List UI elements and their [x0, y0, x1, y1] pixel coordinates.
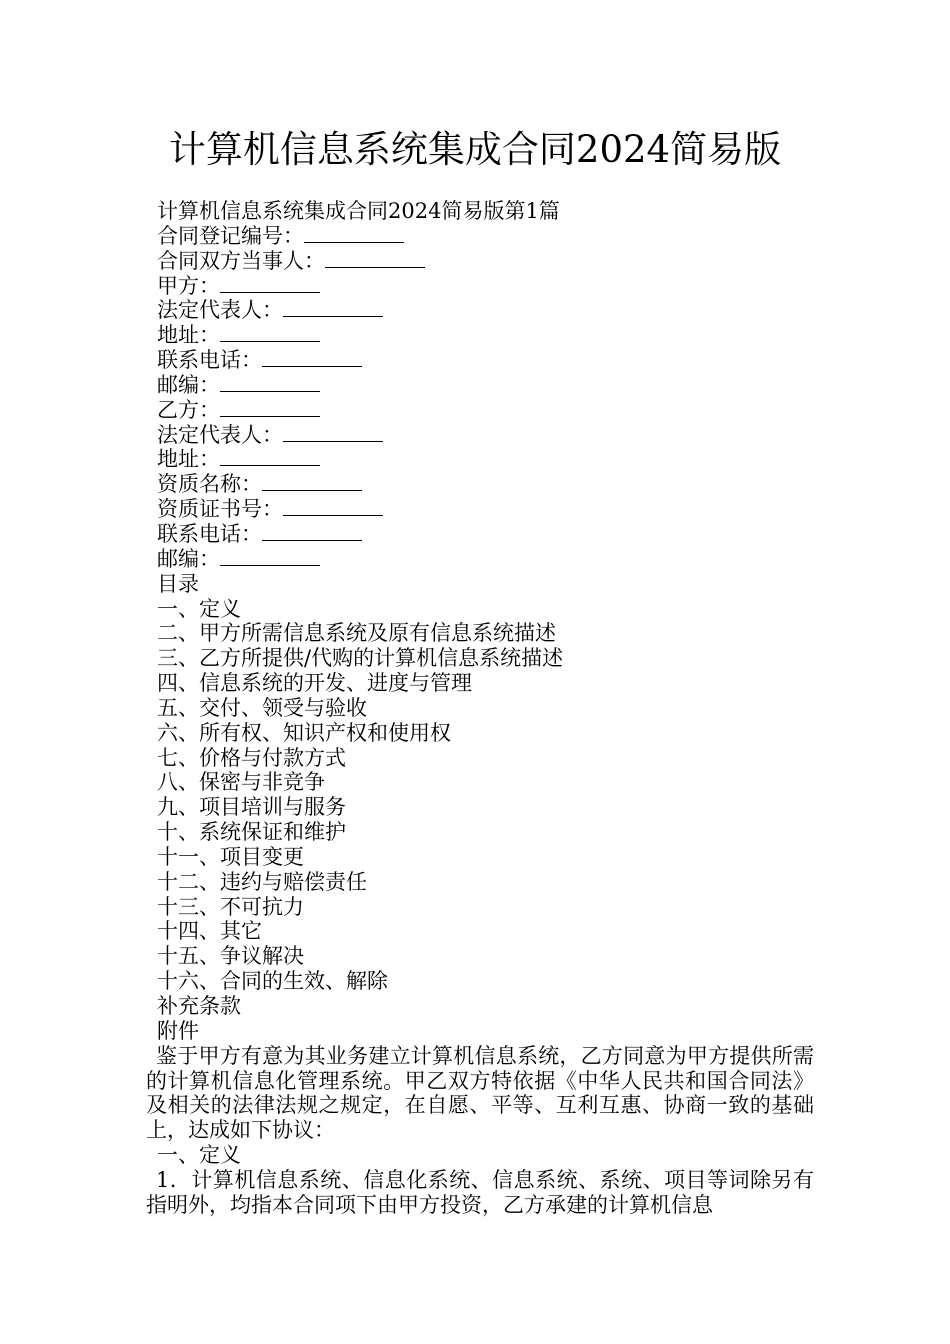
toc-item: 十、系统保证和维护: [157, 820, 346, 845]
toc-item: 七、价格与付款方式: [157, 745, 346, 770]
fill-in-blank: [283, 423, 383, 442]
toc-item: 九、项目培训与服务: [157, 795, 346, 820]
fill-in-blank: [220, 547, 320, 566]
toc-item: 三、乙方所提供/代购的计算机信息系统描述: [157, 646, 564, 671]
toc-item: 十二、违约与赔偿责任: [157, 869, 367, 894]
appendix-heading: 附件: [157, 1018, 199, 1043]
toc-item: 四、信息系统的开发、进度与管理: [157, 671, 472, 696]
party-field-label: 合同登记编号：: [157, 223, 304, 248]
toc-item: 八、保密与非竞争: [157, 770, 325, 795]
document-title: 计算机信息系统集成合同2024简易版: [168, 128, 782, 171]
document-subtitle: 计算机信息系统集成合同2024简易版第1篇: [157, 199, 560, 223]
party-field-row: [146, 547, 814, 572]
party-fields: [146, 224, 814, 572]
party-field-label: 地址：: [157, 323, 220, 348]
party-field-label: 联系电话：: [157, 521, 262, 546]
party-field-row: [146, 224, 814, 249]
fill-in-blank: [283, 497, 383, 516]
party-field-label: 邮编：: [157, 372, 220, 397]
party-field-row: [146, 522, 814, 547]
toc-item: 一、定义: [157, 596, 241, 621]
party-field-label: 甲方：: [157, 273, 220, 298]
fill-in-blank: [262, 472, 362, 491]
fill-in-blank: [262, 522, 362, 541]
toc-item: 十三、不可抗力: [157, 894, 304, 919]
party-field-row: [146, 249, 814, 274]
toc-item: 六、所有权、知识产权和使用权: [157, 720, 451, 745]
party-field-label: 法定代表人：: [157, 298, 283, 323]
party-field-row: [146, 497, 814, 522]
toc-item: 十一、项目变更: [157, 844, 304, 869]
fill-in-blank: [283, 298, 383, 317]
fill-in-blank: [262, 348, 362, 367]
party-field-row: [146, 373, 814, 398]
preamble-paragraph: 鉴于甲方有意为其业务建立计算机信息系统，乙方同意为甲方提供所需的计算机信息化管理系统。甲乙双方特依据《中华人民共和国合同法》及相关的法律法规之规定，在自愿、平等、互利互惠、协商一致的基础上，达成如下协议：: [146, 1043, 814, 1143]
section-1-item-1: 1．计算机信息系统、信息化系统、信息系统、系统、项目等词除另有指明外，均指本合同项下由甲方投资，乙方承建的计算机信息: [146, 1167, 814, 1217]
party-field-row: [146, 447, 814, 472]
party-field-label: 地址：: [157, 447, 220, 472]
party-field-row: [146, 348, 814, 373]
party-field-row: [146, 423, 814, 448]
toc-item: 五、交付、领受与验收: [157, 695, 367, 720]
toc-heading: 目录: [157, 571, 199, 596]
toc-item: 十四、其它: [157, 919, 262, 944]
supplement-heading: 补充条款: [157, 994, 241, 1018]
party-field-label: 资质名称：: [157, 472, 262, 497]
party-field-label: 资质证书号：: [157, 497, 283, 522]
party-field-row: [146, 398, 814, 423]
party-field-row: [146, 298, 814, 323]
party-field-label: 法定代表人：: [157, 422, 283, 447]
party-field-label: 邮编：: [157, 546, 220, 571]
document-body: [146, 199, 814, 1218]
party-field-label: 联系电话：: [157, 348, 262, 373]
party-field-label: 合同双方当事人：: [157, 248, 325, 273]
fill-in-blank: [220, 398, 320, 417]
toc-item: 十六、合同的生效、解除: [157, 969, 388, 994]
fill-in-blank: [220, 447, 320, 466]
toc-item: 二、甲方所需信息系统及原有信息系统描述: [157, 621, 556, 646]
fill-in-blank: [220, 373, 320, 392]
party-field-row: [146, 274, 814, 299]
party-field-row: [146, 472, 814, 497]
toc-item: 十五、争议解决: [157, 944, 304, 969]
fill-in-blank: [220, 274, 320, 293]
party-field-label: 乙方：: [157, 397, 220, 422]
party-field-row: [146, 323, 814, 348]
table-of-contents: [146, 597, 814, 995]
fill-in-blank: [220, 323, 320, 342]
fill-in-blank: [325, 249, 425, 268]
fill-in-blank: [304, 224, 404, 243]
section-1-heading: 一、定义: [157, 1143, 241, 1168]
